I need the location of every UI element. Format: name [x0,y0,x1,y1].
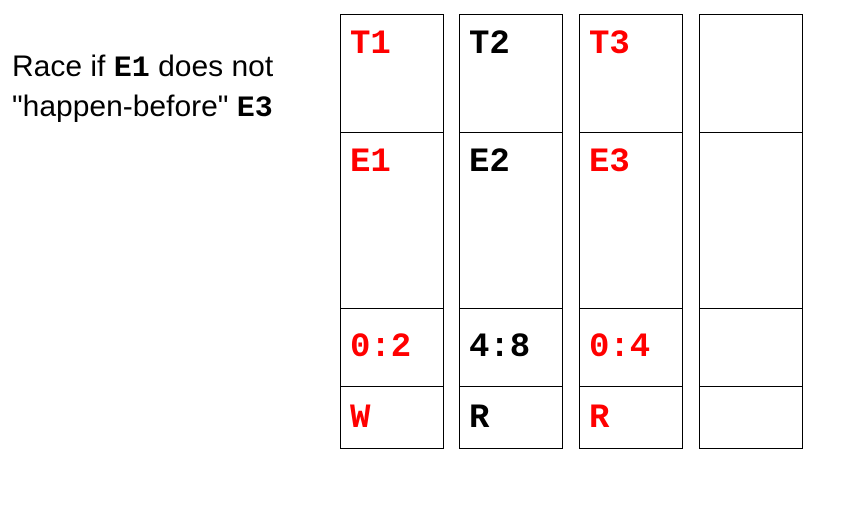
clock-cell: 0:2 [341,308,443,386]
access-cell [700,386,802,450]
thread-cell: T2 [469,26,510,64]
caption-e3: E3 [236,92,273,126]
thread-column-1 [340,14,444,449]
event-cell: E2 [460,132,562,308]
clock-cell: 4:8 [460,308,562,386]
thread-column-2 [459,14,563,449]
clock-cell [700,308,802,386]
caption-e1: E1 [113,52,150,86]
thread-cell: T1 [350,26,391,64]
thread-cell: T3 [589,26,630,64]
thread-cell [700,15,802,132]
caption-text-prefix: Race if [12,50,114,83]
event-cell: E3 [580,132,682,308]
caption-text-line2: "happen-before" [12,90,237,123]
caption-text-middle: does not [149,50,274,83]
access-cell: R [460,386,562,450]
race-condition-caption [12,48,322,128]
access-cell: R [580,386,682,450]
access-cell: W [341,386,443,450]
event-cell [700,132,802,308]
thread-column-4-empty [699,14,803,449]
event-cell: E1 [341,132,443,308]
thread-column-3 [579,14,683,449]
clock-cell: 0:4 [580,308,682,386]
